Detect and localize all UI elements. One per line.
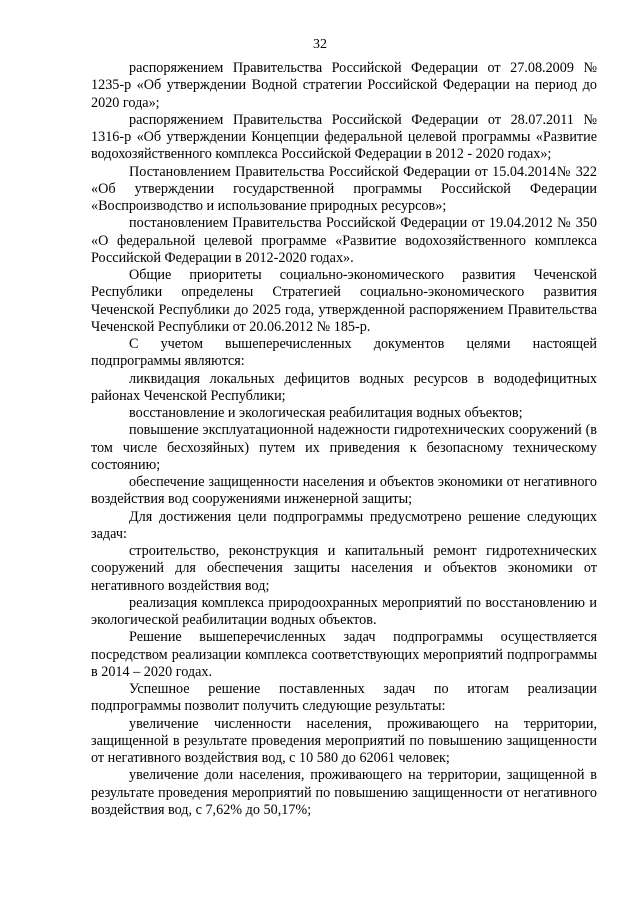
paragraph: Постановлением Правительства Российской Федерации от 15.04.2014№ 322 «Об утверждении государственной программы Российской Федерации «Воспроизводство и использование природных ресурсов»; <box>91 163 597 214</box>
paragraph: Успешное решение поставленных задач по итогам реализации подпрограммы позволит получить следующие результаты: <box>91 681 597 715</box>
paragraph: увеличение численности населения, проживающего на территории, защищенной в результате проведения мероприятий по повышению защищенности от негативного воздействия вод, с 10 580 до 62061 человек; <box>91 715 597 766</box>
paragraph: распоряжением Правительства Российской Федерации от 27.08.2009 № 1235-р «Об утверждении Водной стратегии Российской Федерации на период до 2020 года»; <box>91 60 597 111</box>
paragraph: Решение вышеперечисленных задач подпрограммы осуществляется посредством реализации комплекса соответствующих мероприятий подпрограммы в 2014 – 2020 годах. <box>91 629 597 680</box>
paragraph: распоряжением Правительства Российской Федерации от 28.07.2011 № 1316-р «Об утверждении Концепции федеральной целевой программы «Развитие водохозяйственного комплекса Российской Федерации в 2012 - 2020 годах»; <box>91 111 597 163</box>
paragraph: ликвидация локальных дефицитов водных ресурсов в вододефицитных районах Чеченской Республики; <box>91 370 597 404</box>
paragraph: увеличение доли населения, проживающего на территории, защищенной в результате проведения мероприятий по повышению защищенности от негативного воздействия вод, с 7,62% до 50,17%; <box>91 767 597 818</box>
paragraph: восстановление и экологическая реабилитация водных объектов; <box>129 405 523 421</box>
paragraph: постановлением Правительства Российской Федерации от 19.04.2012 № 350 «О федеральной целевой программе «Развитие водохозяйственного комплекса Российской Федерации в 2012-2020 годах». <box>91 215 597 266</box>
document-body <box>91 60 597 819</box>
paragraph: Для достижения цели подпрограммы предусмотрено решение следующих задач: <box>91 508 597 542</box>
paragraph: обеспечение защищенности населения и объектов экономики от негативного воздействия вод сооружениями инженерной защиты; <box>91 474 597 508</box>
paragraph: Общие приоритеты социально-экономического развития Чеченской Республики определены Стратегией социально-экономического развития Чеченской Республики до 2025 года, утвержденной распоряжением Правительства Чеченской Республики от 20.06.2012 № 185-р. <box>91 267 597 335</box>
paragraph: повышение эксплуатационной надежности гидротехнических сооружений (в том числе бесхозяйных) путем их приведения к безопасному техническому состоянию; <box>91 422 597 473</box>
page-number: 32 <box>313 37 327 52</box>
paragraph: реализация комплекса природоохранных мероприятий по восстановлению и экологической реабилитации водных объектов. <box>91 594 597 628</box>
paragraph: строительство, реконструкция и капитальный ремонт гидротехнических сооружений для обеспечения защиты населения и объектов экономики от негативного воздействия вод; <box>91 543 597 594</box>
paragraph: С учетом вышеперечисленных документов целями настоящей подпрограммы являются: <box>91 336 597 370</box>
